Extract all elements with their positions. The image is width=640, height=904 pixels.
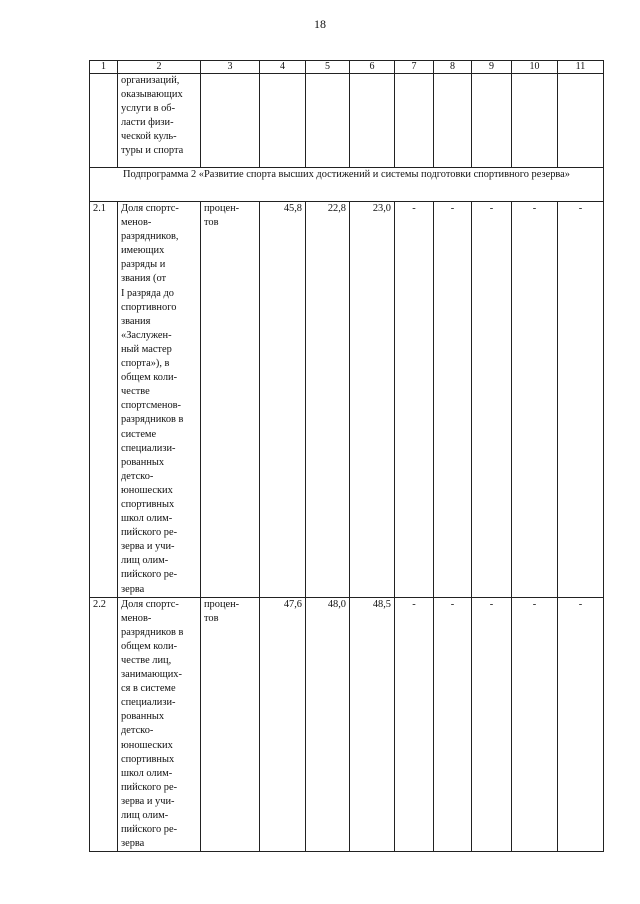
empty-value-cell: - xyxy=(512,597,558,852)
text-line: звания (от xyxy=(121,273,167,285)
text-line: системе xyxy=(121,428,157,440)
value-cell: 22,8 xyxy=(306,202,350,598)
text-line: юношеских xyxy=(121,484,173,496)
text-line: процен- xyxy=(204,598,240,610)
value-cell xyxy=(512,74,558,168)
text-line: разрядников в xyxy=(121,414,184,426)
column-header: 3 xyxy=(201,61,260,74)
table-row xyxy=(90,597,604,852)
value-cell: 48,0 xyxy=(306,597,350,852)
text-line: Доля спортс- xyxy=(121,203,179,214)
text-line: школ олим- xyxy=(121,513,173,525)
text-line: лищ олим- xyxy=(121,555,169,567)
text-line: лищ олим- xyxy=(121,810,169,822)
text-line: менов- xyxy=(121,612,152,624)
text-line: спортивных xyxy=(121,753,175,765)
text-line: честве xyxy=(121,386,150,398)
text-line: услуги в об- xyxy=(121,103,176,115)
text-line: пийского ре- xyxy=(121,781,178,793)
text-line: разрядников, xyxy=(121,231,179,243)
column-header: 7 xyxy=(395,61,434,74)
empty-value-cell: - xyxy=(395,202,434,598)
text-line: ласти физи- xyxy=(121,117,174,129)
value-cell: 23,0 xyxy=(350,202,395,598)
subprogram-row xyxy=(90,168,604,202)
column-header: 1 xyxy=(90,61,118,74)
text-line: пийского ре- xyxy=(121,527,178,539)
text-line: детско- xyxy=(121,725,154,737)
table-header-row xyxy=(90,61,604,74)
text-line: юношеских xyxy=(121,739,173,751)
text-line: школ олим- xyxy=(121,767,173,779)
text-line: зерва xyxy=(121,838,145,850)
text-line: менов- xyxy=(121,217,152,229)
text-line: зерва xyxy=(121,583,145,595)
row-number-cell: 2.2 xyxy=(90,597,118,852)
text-line: спортсменов- xyxy=(121,400,182,412)
text-line: оказывающих xyxy=(121,89,183,101)
empty-value-cell: - xyxy=(558,202,604,598)
text-line: Доля спортс- xyxy=(121,598,179,610)
value-cell xyxy=(558,74,604,168)
value-cell: 45,8 xyxy=(260,202,306,598)
text-line: пийского ре- xyxy=(121,824,178,836)
text-line: «Заслужен- xyxy=(121,329,172,341)
unit-cell xyxy=(201,202,260,598)
row-number-cell xyxy=(90,74,118,168)
indicators-table xyxy=(89,60,604,852)
text-line: рованных xyxy=(121,456,165,468)
text-line: звания xyxy=(121,315,151,327)
text-line: разрядников в xyxy=(121,626,184,638)
column-header: 2 xyxy=(118,61,201,74)
empty-value-cell: - xyxy=(434,597,472,852)
text-line: спорта»), в xyxy=(121,358,170,370)
table-row xyxy=(90,202,604,598)
column-header: 4 xyxy=(260,61,306,74)
text-line: ся в системе xyxy=(121,683,176,695)
text-line: детско- xyxy=(121,470,154,482)
text-line: общем коли- xyxy=(121,640,178,652)
value-cell xyxy=(395,74,434,168)
empty-value-cell: - xyxy=(558,597,604,852)
text-line: занимающих- xyxy=(121,669,182,681)
column-header: 10 xyxy=(512,61,558,74)
indicator-name-cell xyxy=(118,74,201,168)
column-header: 9 xyxy=(472,61,512,74)
table-row-continuation xyxy=(90,74,604,168)
text-line: пийского ре- xyxy=(121,569,178,581)
text-line: спортивных xyxy=(121,498,175,510)
row-number-cell: 2.1 xyxy=(90,202,118,598)
text-line: специализи- xyxy=(121,697,176,709)
value-cell xyxy=(306,74,350,168)
text-line: зерва и учи- xyxy=(121,541,175,553)
text-line: тов xyxy=(204,612,219,624)
value-cell xyxy=(260,74,306,168)
text-line: специализи- xyxy=(121,442,176,454)
column-header: 11 xyxy=(558,61,604,74)
text-line: туры и спорта xyxy=(121,145,184,157)
text-line: ческой куль- xyxy=(121,131,177,143)
page-number: 18 xyxy=(314,17,326,31)
text-line: процен- xyxy=(204,203,240,214)
value-cell xyxy=(472,74,512,168)
text-line: I разряда до xyxy=(121,287,174,299)
text-line: честве лиц, xyxy=(121,655,172,666)
empty-value-cell: - xyxy=(472,597,512,852)
text-line: зерва и учи- xyxy=(121,795,175,807)
empty-value-cell: - xyxy=(434,202,472,598)
empty-value-cell: - xyxy=(395,597,434,852)
column-header: 6 xyxy=(350,61,395,74)
empty-value-cell: - xyxy=(512,202,558,598)
text-line: рованных xyxy=(121,711,165,723)
subprogram-title: Подпрограмма 2 «Развитие спорта высших достижений и системы подготовки спортивного резерва» xyxy=(90,168,604,202)
text-line: ный мастер xyxy=(121,343,172,355)
indicator-name-cell xyxy=(118,202,201,598)
column-header: 5 xyxy=(306,61,350,74)
text-line: общем коли- xyxy=(121,372,178,384)
value-cell: 48,5 xyxy=(350,597,395,852)
value-cell: 47,6 xyxy=(260,597,306,852)
column-header: 8 xyxy=(434,61,472,74)
text-line: разряды и xyxy=(121,259,166,271)
value-cell xyxy=(350,74,395,168)
value-cell xyxy=(434,74,472,168)
unit-cell xyxy=(201,597,260,852)
text-line: спортивного xyxy=(121,301,177,313)
unit-cell xyxy=(201,74,260,168)
indicator-name-cell xyxy=(118,597,201,852)
text-line: тов xyxy=(204,217,219,229)
empty-value-cell: - xyxy=(472,202,512,598)
text-line: организаций, xyxy=(121,75,180,86)
text-line: имеющих xyxy=(121,245,165,257)
